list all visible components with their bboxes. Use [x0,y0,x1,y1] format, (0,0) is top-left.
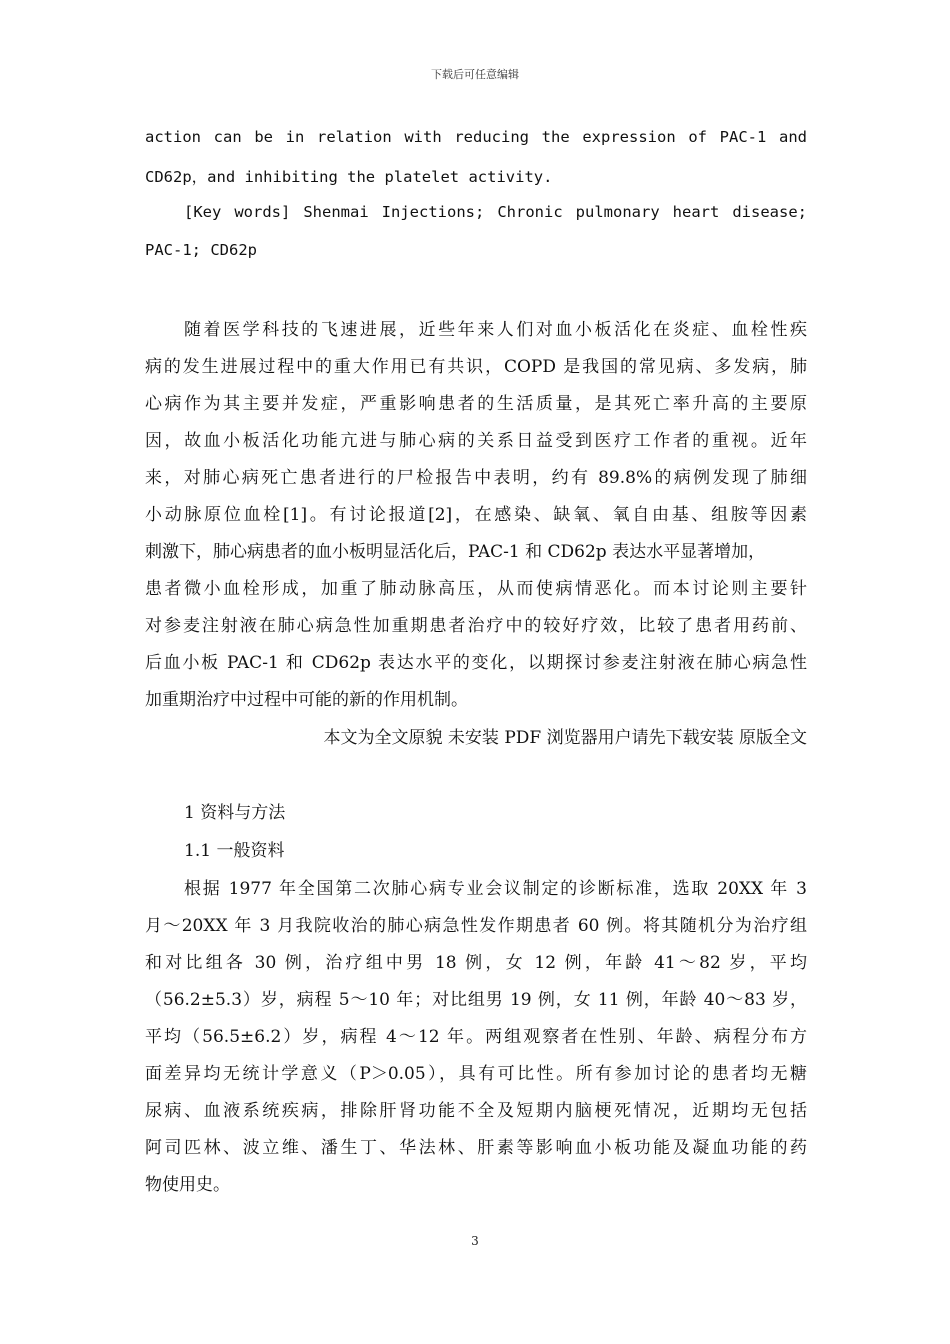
body-line: 根据 1977 年全国第二次肺心病专业会议制定的诊断标准，选取 20XX 年 3 [184,879,807,899]
keywords-line: [Key words] Shenmai Injections; Chronic pulmonary heart disease; [184,203,807,221]
intro-line: 病的发生进展过程中的重大作用已有共识，COPD 是我国的常见病、多发病，肺 [145,357,807,377]
body-line: 阿司匹林、波立维、潘生丁、华法林、肝素等影响血小板功能及凝血功能的药 [145,1138,807,1158]
body-line: （56.2±5.3）岁，病程 5～10 年；对比组男 19 例，女 11 例，年龄 40～83 岁， [145,990,807,1010]
body-line: 月～20XX 年 3 月我院收治的肺心病急性发作期患者 60 例。将其随机分为治疗组 [145,916,807,936]
intro-line: 刺激下，肺心病患者的血小板明显活化后，PAC-1 和 CD62p 表达水平显著增加， [145,542,766,562]
download-notice: 本文为全文原貌 未安装 PDF 浏览器用户请先下载安装 原版全文 [323,728,807,748]
subsection-heading: 1.1 一般资料 [184,841,285,861]
body-line: 物使用史。 [145,1175,230,1195]
abstract-line: CD62p，and inhibiting the platelet activity. [145,168,553,186]
page-header: 下载后可任意编辑 [431,68,519,81]
section-heading: 1 资料与方法 [184,803,286,823]
intro-line: 后血小板 PAC-1 和 CD62p 表达水平的变化，以期探讨参麦注射液在肺心病急性 [145,653,807,673]
intro-line: 对参麦注射液在肺心病急性加重期患者治疗中的较好疗效，比较了患者用药前、 [145,616,807,636]
body-line: 面差异均无统计学意义（P＞0.05），具有可比性。所有参加讨论的患者均无糖 [145,1064,807,1084]
intro-line: 来，对肺心病死亡患者进行的尸检报告中表明，约有 89.8%的病例发现了肺细 [145,468,807,488]
intro-line: 小动脉原位血栓[1]。有讨论报道[2]，在感染、缺氧、氧自由基、组胺等因素 [145,505,807,525]
intro-line: 患者微小血栓形成，加重了肺动脉高压，从而使病情恶化。而本讨论则主要针 [145,579,807,599]
abstract-line: action can be in relation with reducing the expression of PAC-1 and [145,128,807,146]
intro-line: 因，故血小板活化功能亢进与肺心病的关系日益受到医疗工作者的重视。近年 [145,431,807,451]
intro-line: 加重期治疗中过程中可能的新的作用机制。 [145,690,468,710]
intro-line: 随着医学科技的飞速进展，近些年来人们对血小板活化在炎症、血栓性疾 [184,320,807,340]
page-number: 3 [471,1234,479,1248]
body-line: 尿病、血液系统疾病，排除肝肾功能不全及短期内脑梗死情况，近期均无包括 [145,1101,807,1121]
body-line: 平均（56.5±6.2）岁，病程 4～12 年。两组观察者在性别、年龄、病程分布方 [145,1027,807,1047]
body-line: 和对比组各 30 例，治疗组中男 18 例，女 12 例，年龄 41～82 岁，平均 [145,953,807,973]
keywords-line: PAC-1; CD62p [145,241,257,259]
intro-line: 心病作为其主要并发症，严重影响患者的生活质量，是其死亡率升高的主要原 [145,394,807,414]
